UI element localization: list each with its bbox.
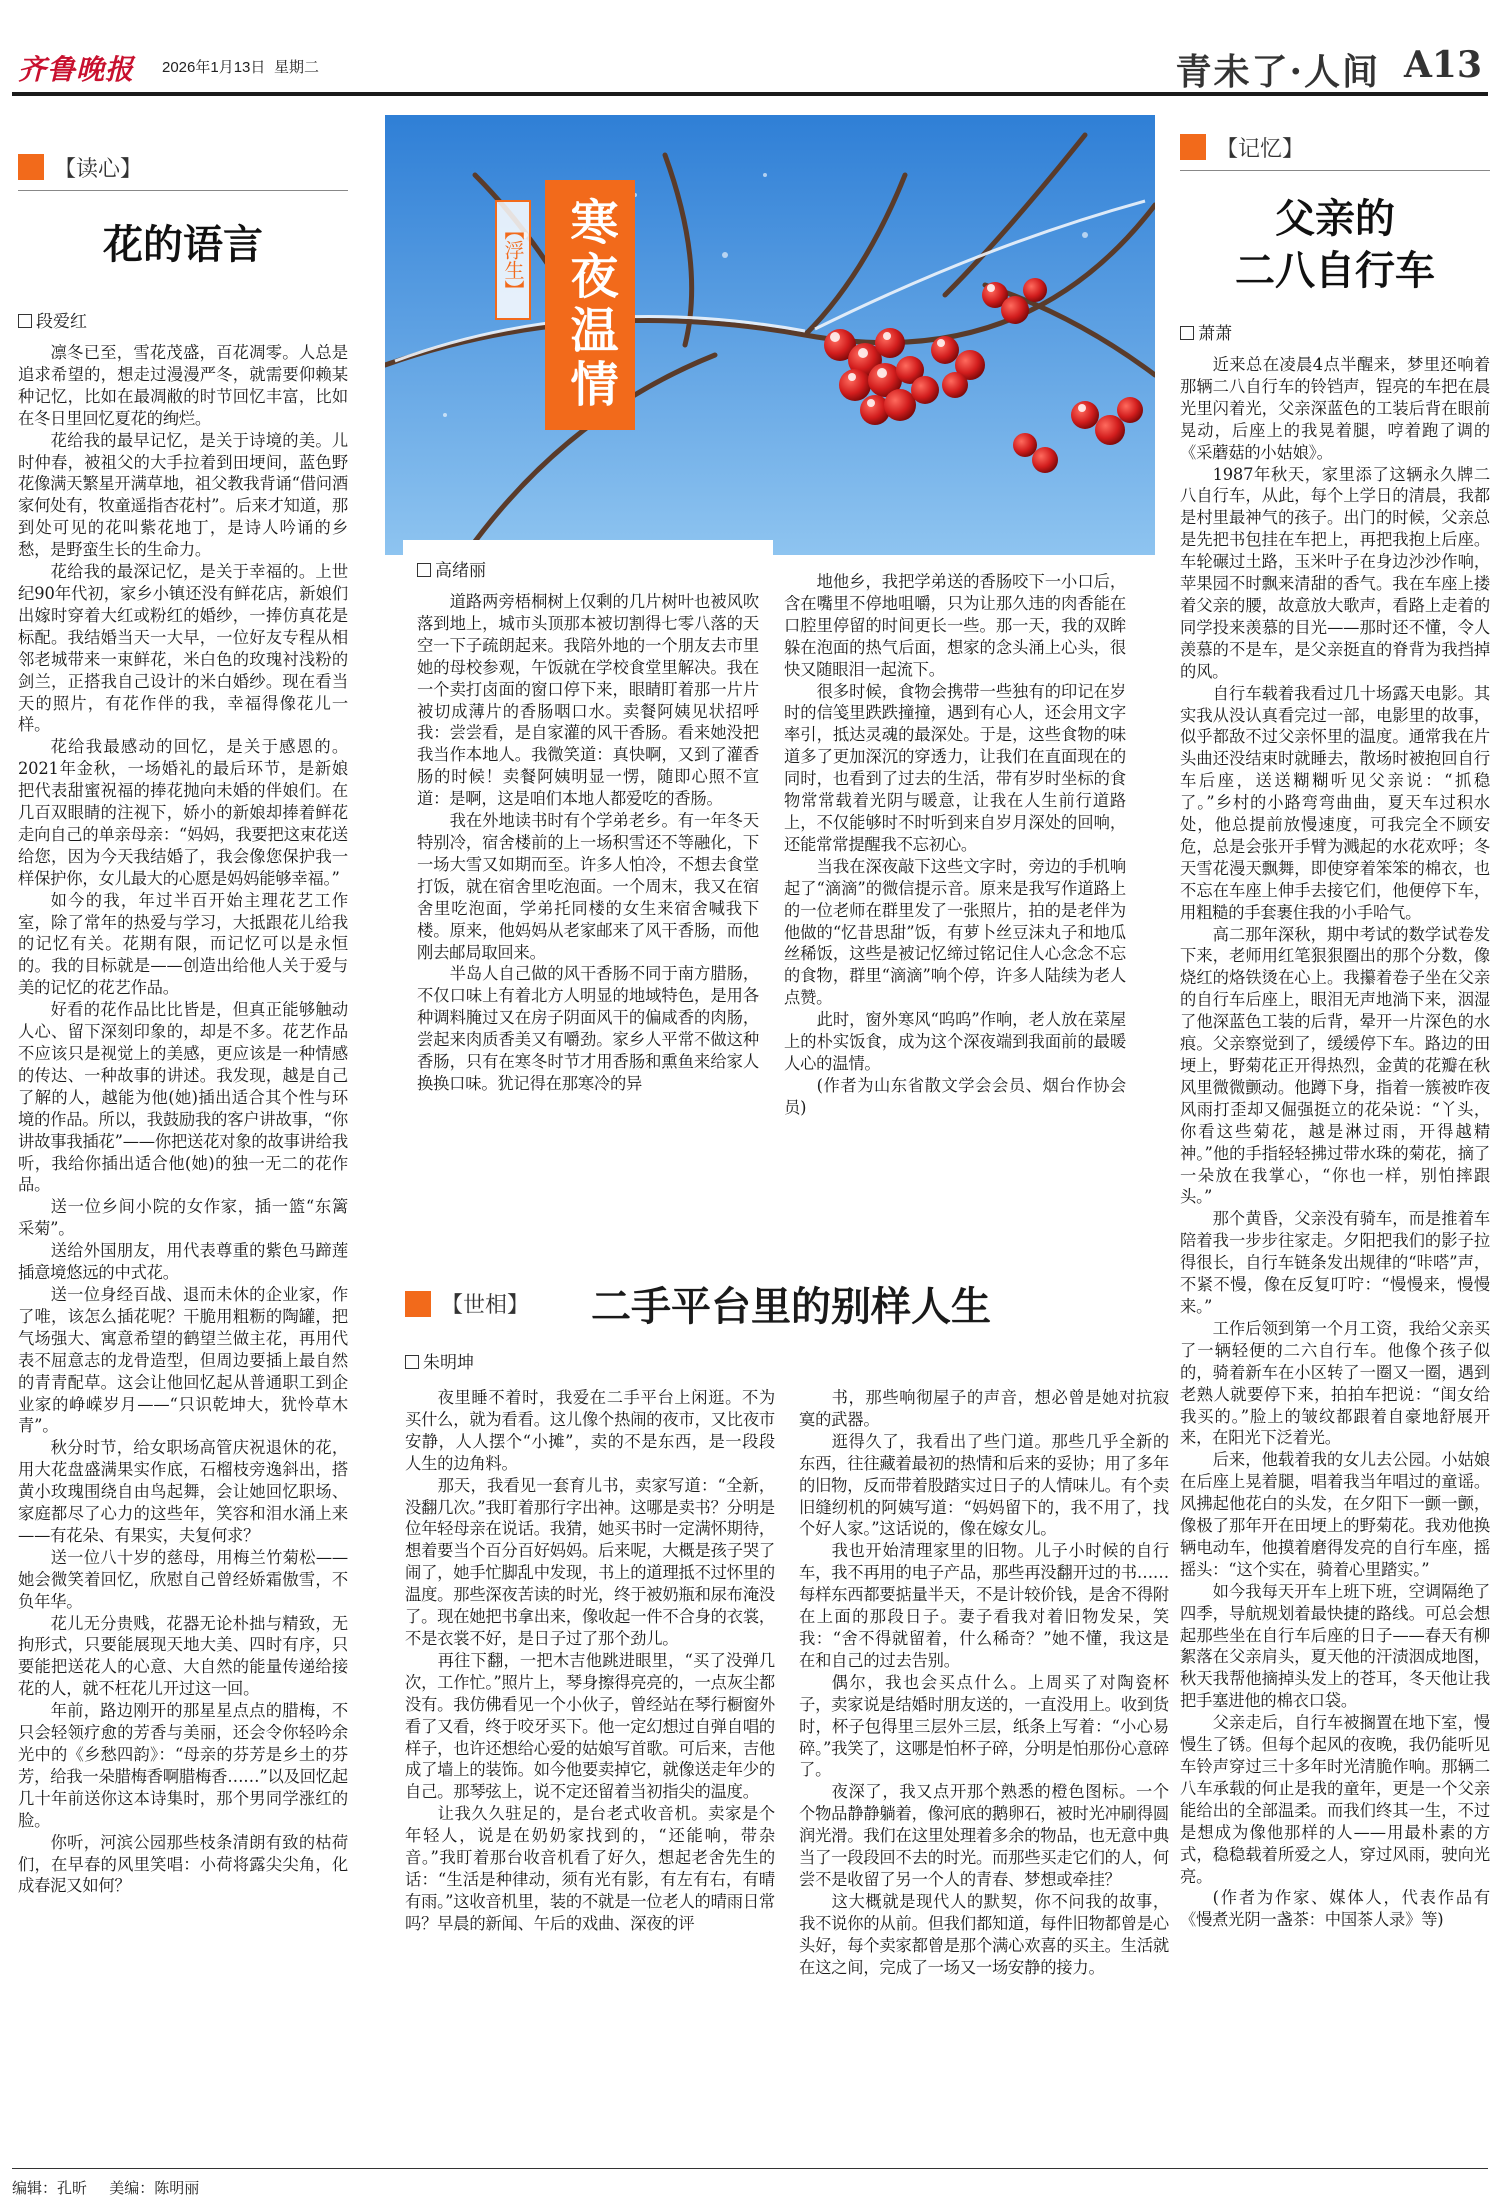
paragraph: 自行车载着我看过几十场露天电影。其实我从没认真看完过一部，电影里的故事，似乎都敌不过父亲怀里的温度。通常我在片头曲还没结束时就睡去，散场时被抱回自行车后座，送送糊糊听见父亲说：“抓稳了。”乡村的小路弯弯曲曲，夏天车过积水处，他总提前放慢速度，可我完全不顾安危，总是会张开手臂为溅起的水花欢呼；冬天雪花漫天飘舞，即使穿着笨笨的棉衣，也不忘在车座上伸手去接它们，他便停下车，用粗糙的手套裹住我的小手哈气。 xyxy=(1180,683,1490,922)
column-tag xyxy=(405,1287,529,1321)
paragraph: 地他乡，我把学弟送的香肠咬下一小口后，含在嘴里不停地咀嚼，只为让那久违的肉香能在口腔里停留的时间更长一些。那一天，我的双眸躲在泡面的热气后面，想家的念头涌上心头，很快又随眼泪一起流下。 xyxy=(784,572,1126,679)
article-flower-language xyxy=(18,150,348,1897)
article-author xyxy=(405,1348,1175,1373)
column-tag-label: 【记忆】 xyxy=(1216,135,1305,161)
column-tag-label: 【世相】 xyxy=(441,1292,530,1317)
paragraph: 送一位身经百战、退而未休的企业家，作了唯，该怎么插花呢？干脆用粗粝的陶罐，把气场强大、寓意希望的鹤望兰做主花，再用代表不屈意志的龙骨造型，但周边要插上最自然的青青配草。这会让他回忆起从普通职工到企业家的峥嵘岁月——“只识乾坤大，犹怜草木青”。 xyxy=(18,1284,348,1436)
paragraph: 送一位乡间小院的女作家，插一篮“东篱采菊”。 xyxy=(18,1197,348,1239)
section-title: 青未了·人间 xyxy=(1175,51,1380,93)
column-tag: 【浮生】 xyxy=(495,200,531,320)
paragraph: 年前，路边刚开的那星星点点的腊梅，不只会轻领疗愈的芳香与美丽，还会令你轻吟余光中的《乡愁四韵》：“母亲的芬芳是乡土的芬芳，给我一朵腊梅香啊腊梅香……”以及回忆起几十年前送你这本诗集时，那个男同学涨红的脸。 xyxy=(18,1701,348,1830)
paragraph: (作者为山东省散文学会会员、烟台作协会员) xyxy=(784,1075,1126,1117)
masthead xyxy=(12,40,1488,96)
article-author xyxy=(1180,319,1490,344)
article-title: 花的语言 xyxy=(103,221,263,268)
author-box-icon xyxy=(18,314,32,328)
paragraph: 好看的花作品比比皆是，但真正能够触动人心、留下深刻印象的，却是不多。花艺作品不应该只是视觉上的美感，更应该是一种情感的传达、一种故事的讲述。我发现，越是自己了解的人，越能为他(她)插出适合其个性与环境的作品。所以，我鼓励我的客户讲故事，“你讲故事我插花”——你把送花对象的故事讲给我听，我给你插出适合他(她)的独一无二的花作品。 xyxy=(18,1000,348,1195)
paragraph: 工作后领到第一个月工资，我给父亲买了一辆轻便的二六自行车。他像个孩子似的，骑着新车在小区转了一圈又一圈，遇到老熟人就要停下来，拍拍车把说：“闺女给我买的。”脸上的皱纹都跟着自豪地舒展开来，在阳光下泛着光。 xyxy=(1180,1318,1490,1448)
editor-credit: 编辑：孔昕 xyxy=(12,2180,88,2197)
paragraph: 那天，我看见一套育儿书，卖家写道：“全新，没翻几次。”我盯着那行字出神。这哪是卖书？分明是位年轻母亲在说话。我猜，她买书时一定满怀期待，想着要当个百分百好妈妈。后来呢，大概是孩子哭了闹了，她手忙脚乱中发现，书上的道理抵不过怀里的温度。那些深夜苦读的时光，终于被奶瓶和尿布淹没了。现在她把书拿出来，像收起一件不合身的衣裳，不是衣裳不好，是日子过了那个劲儿。 xyxy=(405,1475,775,1648)
paragraph: 那个黄昏，父亲没有骑车，而是推着车陪着我一步步往家走。夕阳把我们的影子拉得很长，自行车链条发出规律的“咔嗒”声，不紧不慢，像在反复叮咛：“慢慢来，慢慢来。” xyxy=(1180,1209,1490,1316)
paragraph: 当我在深夜敲下这些文字时，旁边的手机响起了“滴滴”的微信提示音。原来是我写作道路上的一位老师在群里发了一张照片，拍的是老伴为他做的“忆昔思甜”饭，有萝卜丝豆沫丸子和地瓜丝稀饭，这些是被记忆缔过铭记住人心念念不忘的食物，群里“滴滴”响个停，许多人陆续为老人点赞。 xyxy=(784,856,1126,1008)
paragraph: 再往下翻，一把木吉他跳进眼里，“买了没弹几次，工作忙。”照片上，琴身擦得亮亮的，一点灰尘都没有。我仿佛看见一个小伙子，曾经站在琴行橱窗外看了又看，终于咬牙买下。他一定幻想过自弹自唱的样子，也许还想给心爱的姑娘写首歌。可后来，吉他成了墙上的装饰。如今他要卖掉它，就像送走年少的自己。那琴弦上，说不定还留着当初指尖的温度。 xyxy=(405,1650,775,1802)
paragraph: 花给我的最深记忆，是关于幸福的。上世纪90年代初，家乡小镇还没有鲜花店，新娘们出嫁时穿着大红或粉红的婚纱，一捧仿真花是标配。我结婚当天一大早，一位好友专程从相邻老城带来一束鲜花，米白色的玫瑰衬浅粉的剑兰，正搭我自己设计的米白婚纱。现在看当天的照片，有花作伴的我，幸福得像花儿一样。 xyxy=(18,562,348,735)
author-name: 段爱红 xyxy=(36,312,87,332)
paragraph: 让我久久驻足的，是台老式收音机。卖家是个年轻人，说是在奶奶家找到的，“还能响，带杂音。”我盯着那台收音机看了好久，想起老舍先生的话：“生活是种律动，须有光有影，有左有右，有晴有雨。”这收音机里，装的不就是一位老人的晴雨日常吗？早晨的新闻、午后的戏曲、深夜的评 xyxy=(405,1804,775,1933)
paragraph: 半岛人自己做的风干香肠不同于南方腊肠，不仅口味上有着北方人明显的地域特色，是用各种调料腌过又在房子阴面风干的偏咸香的肉肠，尝起来肉质香美又有嚼劲。家乡人平常不做这种香肠，只有在寒冬时节才用香肠和熏鱼来给家人换换口味。犹记得在那寒冷的异 xyxy=(417,964,759,1093)
article-body xyxy=(784,571,1126,1119)
article-column-right xyxy=(770,555,1140,1119)
paragraph: 夜深了，我又点开那个熟悉的橙色图标。一个个物品静静躺着，像河底的鹅卵石，被时光冲刷得圆润光滑。我们在这里处理着多余的物品，也无意中典当了一段段回不去的时光。而那些买走它们的人，何尝不是收留了另一个人的青春、梦想或牵挂？ xyxy=(799,1782,1169,1889)
paragraph: 道路两旁梧桐树上仅剩的几片树叶也被风吹落到地上，城市头顶那本被切割得七零八落的天空一下子疏朗起来。我陪外地的一个朋友去市里她的母校参观，午饭就在学校食堂里解决。我在一个卖打卤面的窗口停下来，眼睛盯着那一片片被切成薄片的香肠咽口水。卖餐阿姨见状招呼我：尝尝看，是自家灌的风干香肠。看来她没把我当作本地人。我微笑道：真快啊，又到了灌香肠的时候！卖餐阿姨明显一愣，随即心照不宣道：是啊，这是咱们本地人都爱吃的香肠。 xyxy=(417,592,759,809)
paragraph: 凛冬已至，雪花茂盛，百花凋零。人总是追求希望的，想走过漫漫严冬，就需要仰赖某种记忆，比如在最凋敝的时节回忆丰富，比如在冬日里回忆夏花的绚烂。 xyxy=(18,343,348,428)
article-header xyxy=(405,1275,1175,1332)
article-second-hand xyxy=(405,1275,1175,1978)
paragraph: 花给我最感动的回忆，是关于感恩的。2021年金秋，一场婚礼的最后环节，是新娘把代表甜蜜祝福的捧花抛向未婚的伴娘们。在几百双眼睛的注视下，娇小的新娘却捧着鲜花走向自己的单亲母亲：“妈妈，我要把这束花送给您，因为今天我结婚了，我会像您保护我一样保护你，女儿最大的心愿是妈妈能够幸福。” xyxy=(18,737,348,888)
paragraph: 如今的我，年过半百开始主理花艺工作室，除了常年的热爱与学习，大抵跟花儿给我的记忆有关。花期有限，而记忆可以是永恒的。我的目标就是——创造出给他人关于爱与美的记忆的花艺作品。 xyxy=(18,890,348,998)
paragraph: 后来，他载着我的女儿去公园。小姑娘在后座上晃着腿，唱着我当年唱过的童谣。风拂起他花白的头发，在夕阳下一颤一颤，像极了那年开在田埂上的野菊花。我劝他换辆电动车，他摸着磨得发亮的自行车座，摇摇头：“这个实在，骑着心里踏实。” xyxy=(1180,1450,1490,1579)
author-name: 朱明坤 xyxy=(423,1353,474,1373)
author-name: 高绪丽 xyxy=(435,561,486,581)
paragraph: 你听，河滨公园那些枝条清朗有致的枯荷们，在早春的风里笑唱：小荷将露尖尖角，化成春泥又如何？ xyxy=(18,1832,348,1896)
paragraph: 1987年秋天，家里添了这辆永久牌二八自行车，从此，每个上学日的清晨，我都是村里最神气的孩子。出门的时候，父亲总是先把书包挂在车把上，再把我抱上后座。车轮碾过土路，玉米叶子在身边沙沙作响，苹果园不时飘来清甜的香气。我在车座上搂着父亲的腰，故意放大歌声，看路上走着的同学投来羡慕的目光——那时还不懂，令人羡慕的不是车，是父亲挺直的脊背为我挡掉的风。 xyxy=(1180,464,1490,681)
orange-square-icon xyxy=(405,1291,431,1317)
paragraph: 花给我的最早记忆，是关于诗境的美。儿时仲春，被祖父的大手拉着到田埂间，蓝色野花像满天繁星开满草地，祖父教我背诵“借问酒家何处有，牧童遥指杏花村”。后来才知道，那到处可见的花叫紫花地丁，是诗人吟诵的乡愁，是野蛮生长的生命力。 xyxy=(18,430,348,560)
paragraph: 此时，窗外寒风“呜呜”作响，老人放在菜屋上的朴实饭食，成为这个深夜端到我面前的最暖人心的温情。 xyxy=(784,1010,1126,1073)
column-tag-label: 【读心】 xyxy=(54,155,143,181)
article-columns xyxy=(405,1387,1175,1978)
paragraph: (作者为作家、媒体人，代表作品有《慢煮光阴一盏茶：中国茶人录》等) xyxy=(1180,1888,1490,1930)
paragraph: 很多时候，食物会携带一些独有的印记在岁时的信笺里跌跌撞撞，遇到有心人，还会用文字率引，抵达灵魂的最深处。于是，这些食物的味道多了更加深沉的穿透力，让我们在直面现在的同时，也看到了过去的生活，带有岁时坐标的食物常常载着光阴与暖意，让我在人生前行道路上，不仅能够时不时听到来自岁月深处的回响，还能常常提醒我不忘初心。 xyxy=(784,681,1126,854)
divider xyxy=(18,190,348,191)
article-father-bicycle xyxy=(1180,130,1490,1931)
paragraph: 送一位八十岁的慈母，用梅兰竹菊松——她会微笑着回忆，欣慰自己曾经娇霜傲雪，不负年华。 xyxy=(18,1547,348,1611)
author-name: 萧萧 xyxy=(1198,324,1232,344)
article-cold-night xyxy=(385,115,1155,1215)
paragraph: 如今我每天开车上班下班，空调隔绝了四季，导航规划着最快捷的路线。可总会想起那些坐在自行车后座的日子——春天有柳絮落在父亲肩头，夏天他的汗渍洇成地图，秋天我帮他摘掉头发上的苍耳，冬天他让我把手塞进他的棉衣口袋。 xyxy=(1180,1581,1490,1711)
article-title-line-2: 二八自行车 xyxy=(1235,247,1435,294)
article-author xyxy=(417,556,759,581)
article-body xyxy=(405,1387,775,1978)
newspaper-logo: 齐鲁晚报 xyxy=(18,53,135,86)
column-tag xyxy=(18,150,348,184)
paragraph: 高二那年深秋，期中考试的数学试卷发下来，老师用红笔狠狠圈出的那个分数，像烧红的烙铁烫在心上。我攥着卷子坐在父亲的自行车后座上，眼泪无声地淌下来，洇湿了他深蓝色工装的后背，晕开一片深色的水痕。父亲察觉到了，缓缓停下车。路边的田埂上，野菊花正开得热烈，金黄的花瓣在秋风里微微颤动。他蹲下身，指着一簇被昨夜风雨打歪却又倔强挺立的花朵说：“丫头，你看这些菊花，越是淋过雨，开得越精神。”他的手指轻轻拂过带水珠的菊花，摘了一朵放在我掌心，“你也一样，别怕摔跟头。” xyxy=(1180,924,1490,1207)
paragraph: 这大概就是现代人的默契，你不问我的故事，我不说你的从前。但我们都知道，每件旧物都曾是心头好，每个卖家都曾是那个满心欢喜的买主。生活就在这之间，完成了一场又一场安静的接力。 xyxy=(799,1891,1169,1977)
paragraph: 我也开始清理家里的旧物。儿子小时候的自行车，我不再用的电子产品，那些再没翻开过的书……每样东西都要掂量半天，不是计较价钱，是舍不得附在上面的那段日子。妻子看我对着旧物发呆，笑我：“舍不得就留着，什么稀奇？”她不懂，我这是在和自己的过去告别。 xyxy=(799,1541,1169,1670)
paragraph: 偶尔，我也会买点什么。上周买了对陶瓷杯子，卖家说是结婚时朋友送的，一直没用上。收到货时，杯子包得里三层外三层，纸条上写着：“小心易碎。”我笑了，这哪是怕杯子碎，分明是怕那份心意碎了。 xyxy=(799,1672,1169,1780)
winter-berries-photo xyxy=(385,115,1155,555)
designer-credit: 美编：陈明丽 xyxy=(109,2180,200,2197)
page-number: A13 xyxy=(1403,44,1482,86)
paragraph: 逛得久了，我看出了些门道。那些几乎全新的东西，往往藏着最初的热情和后来的妥协；用了多年的旧物，反而带着股踏实过日子的人情味儿。有个卖旧缝纫机的阿姨写道：“妈妈留下的，我不用了，找个好人家。”这话说的，像在嫁女儿。 xyxy=(799,1431,1169,1539)
article-title-line-1: 父亲的 xyxy=(1275,195,1395,242)
article-column-left xyxy=(403,540,773,1295)
paragraph: 送给外国朋友，用代表尊重的紫色马蹄莲插意境悠远的中式花。 xyxy=(18,1241,348,1283)
paragraph: 近来总在凌晨4点半醒来，梦里还响着那辆二八自行车的铃铛声，锃亮的车把在晨光里闪着光，父亲深蓝色的工装后背在眼前晃动，后座上的我晃着腿，哼着跑了调的《采蘑菇的小姑娘》。 xyxy=(1180,355,1490,462)
author-box-icon xyxy=(405,1355,419,1369)
paragraph: 秋分时节，给女职场高管庆祝退休的花，用大花盘盛满果实作底，石榴枝旁逸斜出，搭黄小玫瑰围绕自由鸟起舞，会让她回忆职场、家庭都尽了心力的这些年，笑容和泪水涌上来——有花朵、有果实，夫复何求？ xyxy=(18,1438,348,1545)
article-title: 二手平台里的别样人生 xyxy=(591,1283,992,1330)
orange-square-icon xyxy=(1180,134,1206,160)
paragraph: 书，那些响彻屋子的声音，想必曾是她对抗寂寞的武器。 xyxy=(799,1388,1169,1429)
article-body xyxy=(18,342,348,1897)
column-tag xyxy=(1180,130,1490,164)
page-footer xyxy=(12,2168,1488,2198)
paragraph: 父亲走后，自行车被搁置在地下室，慢慢生了锈。但每个起风的夜晚，我仍能听见车铃声穿过三十多年时光清脆作响。那辆二八车承载的何止是我的童年，更是一个父亲能给出的全部温柔。而我们终其一生，不过是想成为像他那样的人——用最朴素的方式，稳稳载着所爱之人，穿过风雨，驶向光亮。 xyxy=(1180,1713,1490,1886)
issue-date: 2026年1月13日 xyxy=(162,59,266,76)
paragraph: 花儿无分贵贱，花器无论朴拙与精致，无拘形式，只要能展现天地大美、四时有序，只要能把送花人的心意、大自然的能量传递给接花的人，就不枉花儿开过这一回。 xyxy=(18,1613,348,1699)
issue-weekday: 星期二 xyxy=(274,59,320,76)
article-body xyxy=(799,1387,1169,1978)
author-box-icon xyxy=(417,563,431,577)
article-body xyxy=(1180,354,1490,1931)
divider xyxy=(1180,170,1490,171)
article-author xyxy=(18,307,348,332)
paragraph: 我在外地读书时有个学弟老乡。有一年冬天特别冷，宿舍楼前的上一场积雪还不等融化，下一场大雪又如期而至。许多人怕冷，不想去食堂打饭，就在宿舍里吃泡面。一个周末，我又在宿舍里吃泡面，学弟托同楼的女生来宿舍喊我下楼。原来，他妈妈从老家邮来了风干香肠，而他刚去邮局取回来。 xyxy=(417,811,759,962)
article-body xyxy=(417,591,759,1095)
author-box-icon xyxy=(1180,326,1194,340)
article-title: 寒夜温情 xyxy=(545,180,635,430)
orange-square-icon xyxy=(18,154,44,180)
paragraph: 夜里睡不着时，我爱在二手平台上闲逛。不为买什么，就为看看。这儿像个热闹的夜市，又比夜市安静，人人摆个“小摊”，卖的不是东西，是一段段人生的边角料。 xyxy=(405,1388,775,1473)
